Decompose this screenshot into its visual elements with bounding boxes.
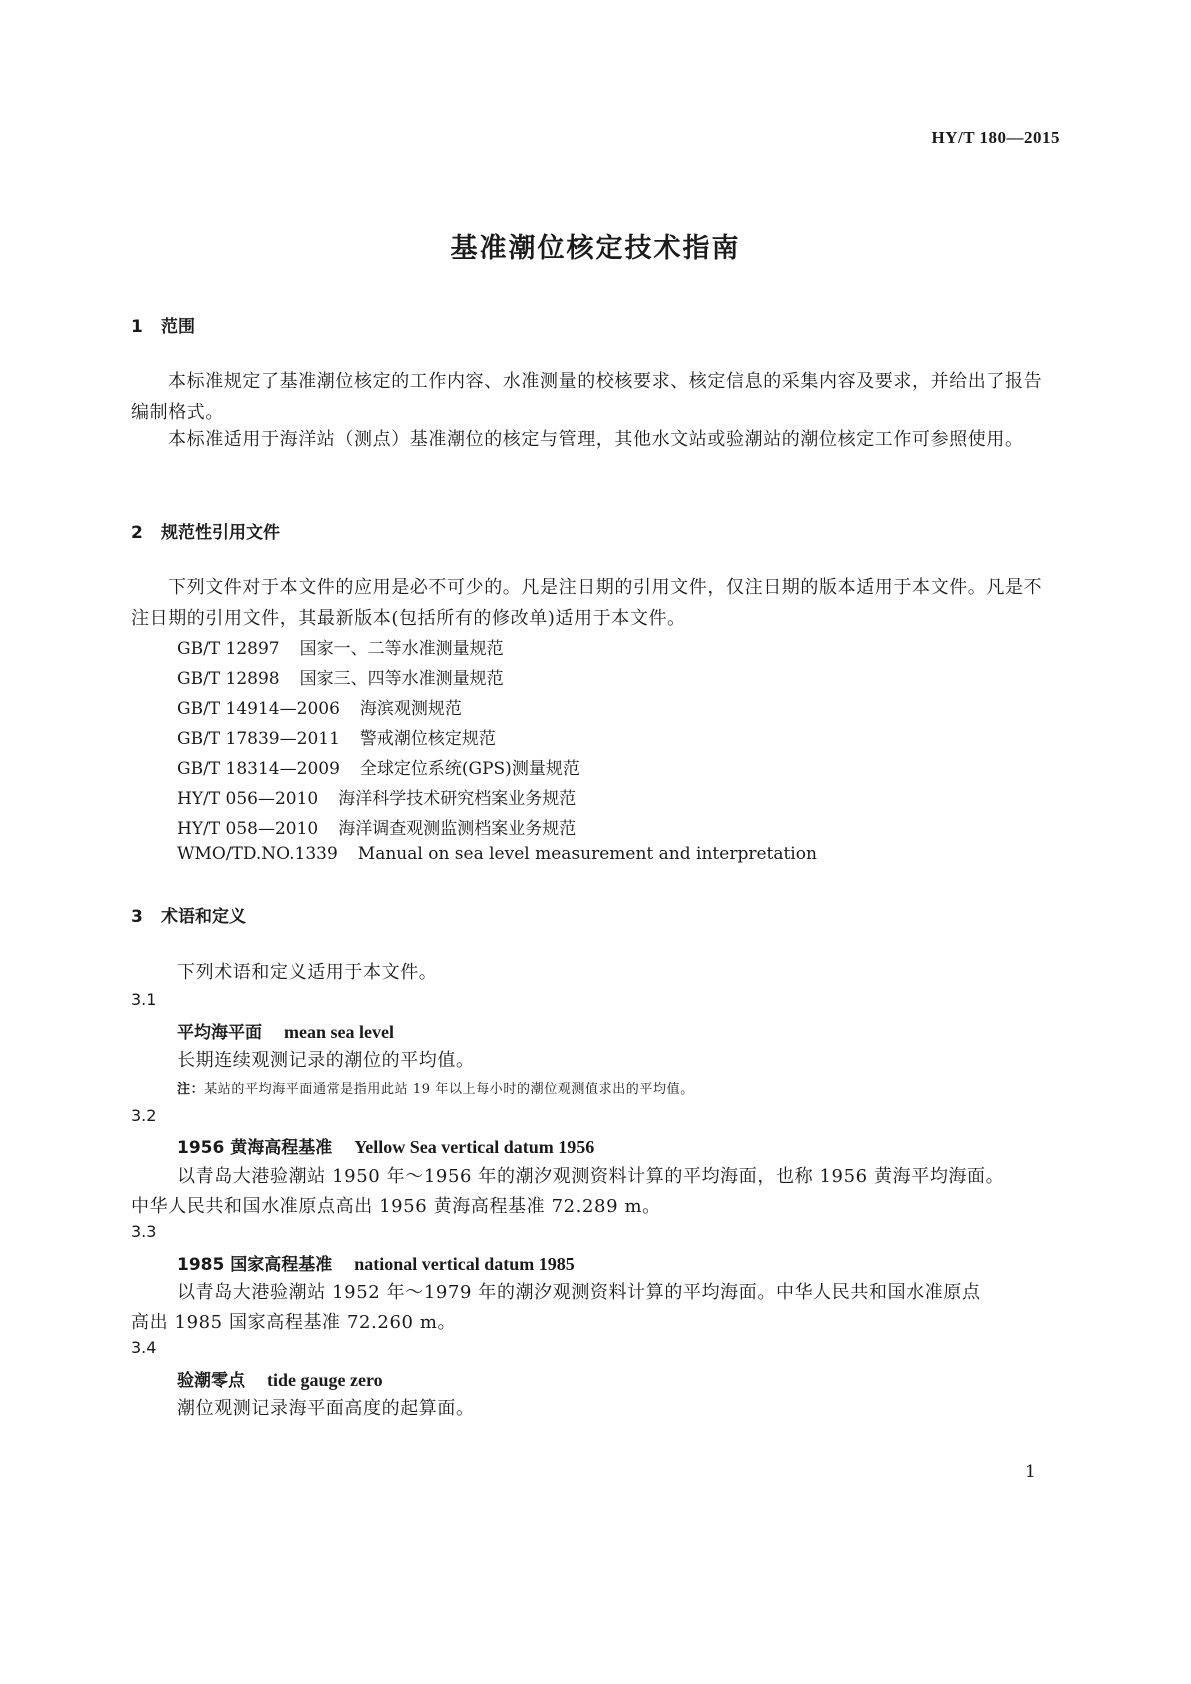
section-number: 1: [131, 317, 143, 337]
reference-code: GB/T 12898: [177, 669, 280, 689]
term-entry: [177, 1133, 594, 1158]
section-number: 3: [131, 907, 143, 927]
section-3-heading: [131, 902, 246, 927]
reference-name: 国家一、二等水准测量规范: [299, 639, 504, 659]
term-english: mean sea level: [284, 1022, 394, 1042]
section-1-paragraph-2: 本标准适用于海洋站（测点）基准潮位的核定与管理，其他水文站或验潮站的潮位核定工作可参照使用。: [168, 429, 1024, 450]
document-title: 基准潮位核定技术指南: [450, 233, 741, 264]
term-note: [177, 1078, 694, 1097]
term-definition-line: 以青岛大港验潮站 1950 年～1956 年的潮汐观测资料计算的平均海面，也称 1956 黄海平均海面。: [177, 1166, 1005, 1187]
section-title: 规范性引用文件: [161, 523, 280, 543]
term-chinese: 1956 黄海高程基准: [177, 1138, 333, 1158]
reference-name: 海洋调查观测监测档案业务规范: [338, 819, 577, 839]
note-text: 某站的平均海平面通常是指用此站 19 年以上每小时的潮位观测值求出的平均值。: [204, 1082, 694, 1097]
reference-item: [177, 814, 576, 839]
term-definition: 长期连续观测记录的潮位的平均值。: [177, 1050, 475, 1071]
term-entry: [177, 1018, 394, 1043]
reference-code: HY/T 056—2010: [177, 789, 319, 809]
reference-code: GB/T 17839—2011: [177, 729, 340, 749]
reference-name: 全球定位系统(GPS)测量规范: [359, 759, 580, 779]
term-chinese: 1985 国家高程基准: [177, 1255, 333, 1275]
reference-code: GB/T 14914—2006: [177, 699, 340, 719]
reference-item: [177, 754, 580, 779]
reference-name: Manual on sea level measurement and interpretation: [357, 844, 817, 864]
reference-item: [177, 694, 462, 719]
reference-name: 海洋科学技术研究档案业务规范: [338, 789, 577, 809]
reference-name: 国家三、四等水准测量规范: [299, 669, 504, 689]
term-english: Yellow Sea vertical datum 1956: [354, 1137, 595, 1157]
page-number: 1: [1025, 1462, 1036, 1482]
section-3-intro: 下列术语和定义适用于本文件。: [177, 962, 438, 983]
term-definition: 潮位观测记录海平面高度的起算面。: [177, 1398, 475, 1419]
reference-item: [177, 844, 817, 864]
term-definition-line: 以青岛大港验潮站 1952 年～1979 年的潮汐观测资料计算的平均海面。中华人民共和国水准原点: [177, 1282, 981, 1303]
reference-item: [177, 784, 576, 809]
section-number: 2: [131, 523, 143, 543]
term-english: national vertical datum 1985: [354, 1254, 575, 1274]
reference-name: 海滨观测规范: [359, 699, 462, 719]
term-chinese: 平均海平面: [177, 1023, 262, 1043]
section-1-heading: [131, 312, 195, 337]
term-definition-line: 中华人民共和国水准原点高出 1956 黄海高程基准 72.289 m。: [131, 1196, 661, 1217]
reference-code: WMO/TD.NO.1339: [177, 844, 338, 864]
reference-code: GB/T 12897: [177, 639, 280, 659]
reference-item: [177, 724, 496, 749]
note-label: 注：: [177, 1082, 205, 1097]
term-number: 3.4: [131, 1338, 157, 1357]
term-entry: [177, 1366, 383, 1391]
reference-item: [177, 664, 504, 689]
reference-item: [177, 634, 504, 659]
section-2-paragraph-1: 下列文件对于本文件的应用是必不可少的。凡是注日期的引用文件，仅注日期的版本适用于本文件。凡是不注日期的引用文件，其最新版本(包括所有的修改单)适用于本文件。: [131, 577, 1043, 629]
section-2-heading: [131, 518, 280, 543]
reference-code: HY/T 058—2010: [177, 819, 319, 839]
document-code: HY/T 180—2015: [931, 128, 1060, 147]
term-definition-line: 高出 1985 国家高程基准 72.260 m。: [131, 1312, 457, 1333]
term-entry: [177, 1250, 575, 1275]
term-chinese: 验潮零点: [177, 1371, 245, 1391]
term-english: tide gauge zero: [267, 1370, 383, 1390]
reference-name: 警戒潮位核定规范: [359, 729, 496, 749]
section-title: 范围: [161, 317, 195, 337]
reference-code: GB/T 18314—2009: [177, 759, 340, 779]
section-title: 术语和定义: [161, 907, 246, 927]
term-number: 3.3: [131, 1222, 157, 1241]
term-number: 3.2: [131, 1106, 157, 1125]
term-number: 3.1: [131, 990, 157, 1009]
section-1-paragraph-1: 本标准规定了基准潮位核定的工作内容、水准测量的校核要求、核定信息的采集内容及要求，并给出了报告编制格式。: [131, 371, 1043, 423]
